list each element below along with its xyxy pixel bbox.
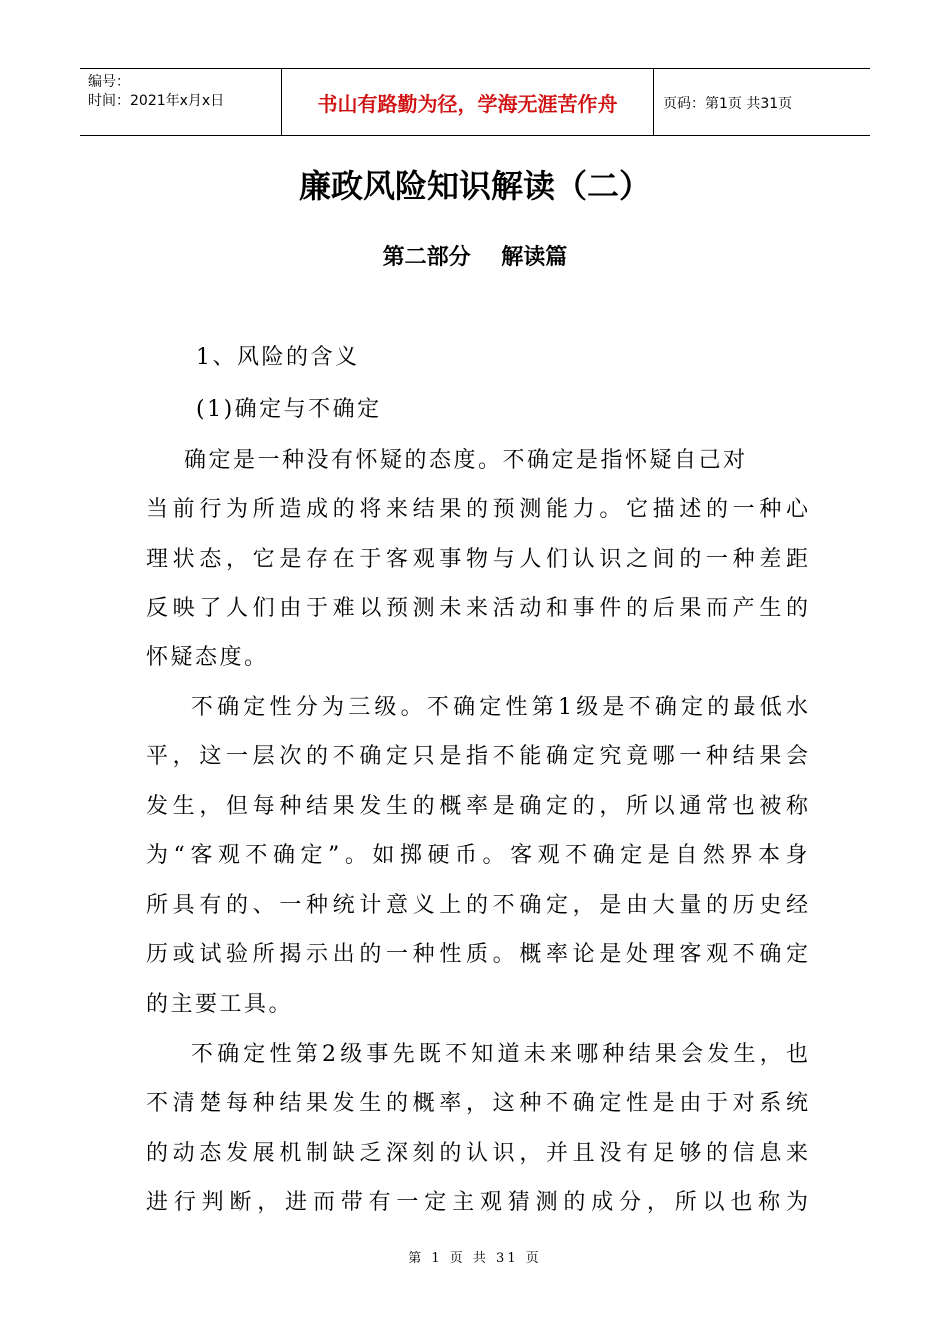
header-page-code: 页码：第1页 共31页 (663, 95, 793, 112)
header-motto: 书山有路勤为径，学海无涯苦作舟 (317, 92, 618, 116)
subsection-heading: (1)确定与不确定 (196, 397, 382, 422)
page-subtitle: 第二部分 解读篇 (382, 245, 568, 270)
paragraph-line: 不清楚每种结果发生的概率，这种不确定性是由于对系统 (146, 1091, 813, 1116)
header-divider (653, 69, 654, 135)
paragraph-line: 反映了人们由于难以预测未来活动和事件的后果而产生的 (146, 596, 813, 621)
paragraph-line: 理状态，它是存在于客观事物与人们认识之间的一种差距 (146, 547, 813, 572)
paragraph-line: 当前行为所造成的将来结果的预测能力。它描述的一种心 (146, 497, 813, 522)
paragraph-line: 进行判断，进而带有一定主观猜测的成分，所以也称为 (146, 1190, 814, 1215)
paragraph-line: 不确定性分为三级。不确定性第1级是不确定的最低水 (146, 695, 813, 720)
paragraph-line: 历或试验所揭示出的一种性质。概率论是处理客观不确定 (146, 942, 813, 967)
document-number-label: 编号： (88, 74, 130, 90)
page-footer: 第 1 页 共 31 页 (408, 1251, 542, 1266)
paragraph-line: 不确定性第2级事先既不知道未来哪种结果会发生，也 (146, 1042, 813, 1067)
paragraph-line: 发生，但每种结果发生的概率是确定的，所以通常也被称 (146, 794, 813, 819)
section-heading: 1、风险的含义 (196, 345, 360, 370)
paragraph-line: 的主要工具。 (146, 992, 294, 1017)
document-time-label: 时间：2021年x月x日 (88, 93, 225, 109)
paragraph-line: 怀疑态度。 (146, 645, 269, 670)
paragraph-line: 为“客观不确定”。如掷硬币。客观不确定是自然界本身 (146, 843, 814, 868)
paragraph-line: 平，这一层次的不确定只是指不能确定究竟哪一种结果会 (146, 744, 813, 769)
paragraph-line: 的动态发展机制缺乏深刻的认识，并且没有足够的信息来 (146, 1141, 813, 1166)
document-header (80, 68, 870, 136)
paragraph-line: 确定是一种没有怀疑的态度。不确定是指怀疑自己对 (146, 448, 748, 473)
page-title: 廉政风险知识解读（二） (298, 167, 651, 205)
header-meta (88, 73, 224, 111)
paragraph-line: 所具有的、一种统计意义上的不确定，是由大量的历史经 (146, 893, 813, 918)
